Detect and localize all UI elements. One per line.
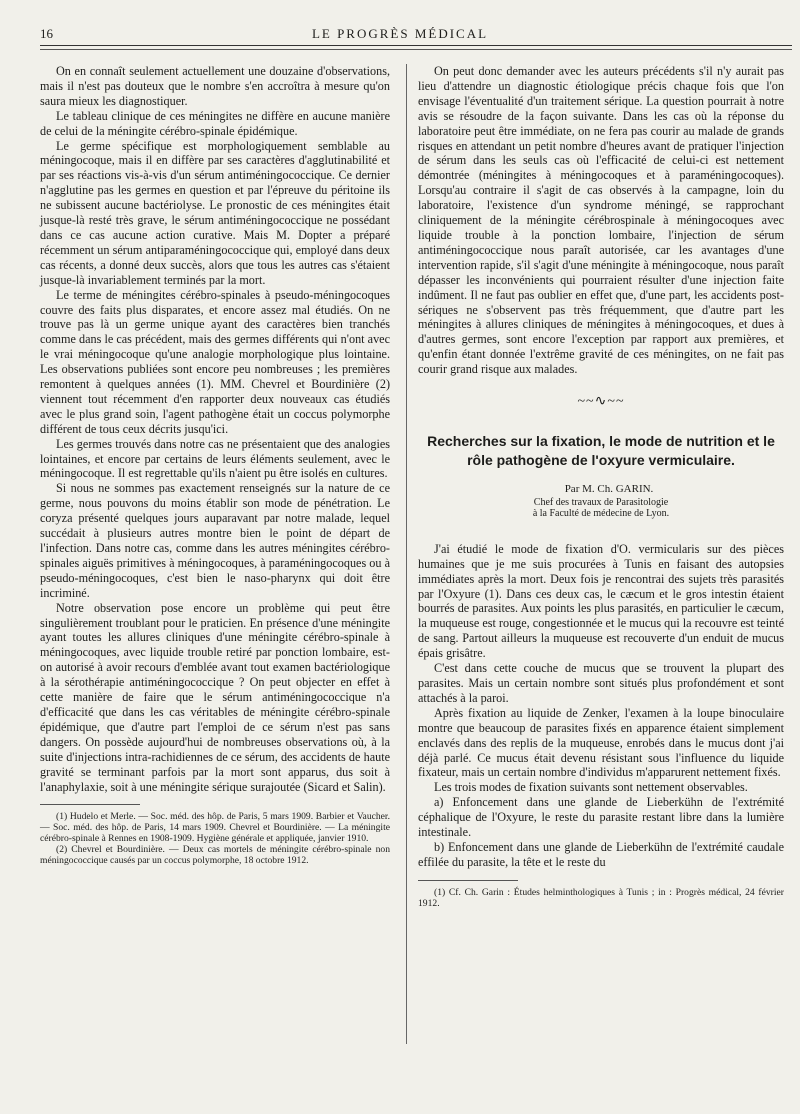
paragraph: a) Enfoncement dans une glande de Lieberkühn de l'extrémité céphalique de l'Oxyure, le reste du parasite restant libre dans la lumière intestinale. [418, 795, 784, 840]
paragraph: On peut donc demander avec les auteurs précédents s'il n'y aurait pas lieu d'attendre un diagnostic étiologique précis chaque fois que l'on envisage l'éventualité d'un traitement sérique. La question pourrait à notre avis se résoudre de la façon suivante. Dans les cas où la réponse du laboratoire peut être immédiate, on ne fera pas courir au malade de grands risques en attendant un petit nombre d'heures avant de pratiquer l'injection de sérum dans les seuls cas où l'efficacité de celui-ci est nettement démontrée (méningites à méningocoques et à paraméningocoques). Lorsqu'au contraire il s'agit de cas observés à la campagne, loin du laboratoire, l'existence d'un syndrome méningé, se rapprochant cliniquement de la méningite cérébrospinale à méningocoques avec liquide trouble à la ponction lombaire, l'injection de sérum antiméningococcique nous paraît autorisée, car les avantages d'une intervention rapide, s'il s'agit d'une méningite à méningocoque, nous paraît dépasser les inconvénients qui pourraient résulter d'une injection faite indûment. Il ne faut pas oublier en effet que, d'une part, les accidents post-sériques ne s'observent pas très fréquemment, que d'autre part les méningites à allures cliniques de méningites à méningocoques, et dues à d'autres germes, sont encore l'exception par rapport aux premières, et qu'enfin étant donnée l'extrême gravité de ces méningites, on ne fait pas courir grand risque aux malades. [418, 64, 784, 377]
paragraph: Si nous ne sommes pas exactement renseignés sur la nature de ce germe, nous pouvons du moins établir son mode de pénétration. Le coryza présenté quelques jours auparavant par notre malade, lequel succédait à plusieurs autres montre bien le point de départ de l'infection. Dans notre cas, comme dans les autres méningites cérébro-spinales aiguës primitives à méningocoques, à paraméningocoques ou à pseudo-méningocoques, c'est bien le naso-pharynx qui doit être incriminé. [40, 481, 390, 600]
header-rule-thin [40, 49, 792, 50]
paragraph: Notre observation pose encore un problème qui peut être singulièrement troublant pour le praticien. En présence d'une méningite ayant toutes les allures cliniques d'une méningite cérébro-spinale à méningocoques, avec liquide trouble retiré par ponction lombaire, est-on autorisé à avoir recours d'emblée avant tout examen bactériologique à la sérothérapie antiméningococcique ? On peut objecter en effet à cette manière de faire que le sérum antiméningococcique n'a d'efficacité que dans les cas véritables de méningite cérébro-spinale épidémique, que d'autre part l'emploi de ce sérum n'est pas sans dangers. On possède aujourd'hui de nombreuses observations où, à la suite d'injections intra-rachidiennes de ce sérum, des accidents de haute gravité se terminant parfois par la mort sont apparus, dus soit à l'anaphylaxie, soit à une méningite sérique surajoutée (Sicard et Salin). [40, 600, 390, 794]
left-column [40, 64, 390, 866]
footnote: (1) Hudelo et Merle. — Soc. méd. des hôp. de Paris, 5 mars 1909. Barbier et Vaucher. — Soc. méd. des hôp. de Paris, 14 mars 1909. Chevrel et Bourdinière. — La méningite cérébro-spinale à Rennes en 1908-1909. Hygiène générale et appliquée, janvier 1910. [40, 811, 390, 845]
journal-title: LE PROGRÈS MÉDICAL [311, 26, 489, 41]
paragraph: Après fixation au liquide de Zenker, l'examen à la loupe binoculaire montre que beaucoup de parasites fixés en apparence étaient simplement enclavés dans des replis de la muqueuse, enrobés dans le mucus dont j'ai déjà parlé. Ce mucus était devenu résistant sous l'influence du liquide fixateur, mais un certain nombre d'individus m'apparurent nettement fixés. [418, 705, 784, 780]
footnote: (1) Cf. Ch. Garin : Études helminthologiques à Tunis ; in : Progrès médical, 24 février 1912. [418, 886, 784, 909]
footnote-separator [418, 880, 518, 881]
paragraph: Le germe spécifique est morphologiquement semblable au méningocoque, mais il en diffère par ses caractères d'agglutinabilité et par ses réactions vis-à-vis d'un sérum antiméningococcique. Ce dernier n'agglutine pas les germes en question et par l'épreuve du péritoine ils ne subissent aucune bactériolyse. Le pronostic de ces méningites était jusque-là resté très grave, le sérum antiméningococcique ne possédant dans ce cas aucune action curative. Mais M. Dopter a préparé récemment un sérum antiparaméningococcique qui, employé dans deux cas récents, a donné deux succès, alors que tous les autres cas s'étaient jusque-là invariablement terminés par la mort. [40, 138, 390, 287]
paragraph: b) Enfoncement dans une glande de Lieberkühn de l'extrémité caudale effilée du parasite, la tête et le reste du [418, 839, 784, 869]
affiliation-line: à la Faculté de médecine de Lyon. [532, 508, 670, 520]
article-title: Recherches sur la fixation, le mode de nutrition et le rôle pathogène de l'oxyure vermiculaire. [427, 432, 775, 468]
paragraph: Le terme de méningites cérébro-spinales à pseudo-méningocoques couvre des faits plus disparates, et encore assez mal étudiés. On ne trouve pas là un germe unique ayant des caractères bien tranchés comme dans le cas précédent, mais des germes différents qui n'ont avec le vrai méningocoque qu'une analogie morphologique plus lointaine. Les observations publiées sont encore peu nombreuses ; les premières remontent à quelques années (1). MM. Chevrel et Bourdinière (2) viennent tout récemment d'en rapporter deux nouveaux cas étudiés avec le plus grand soin, l'agent pathogène était un coccus polymorphe différent de tous ceux décrits jusqu'ici. [40, 287, 390, 436]
paragraph: Les germes trouvés dans notre cas ne présentaient que des analogies lointaines, et encore par certains de leurs éléments seulement, avec le méningocoque. Il est regrettable qu'ils n'aient pu être isolés en cultures. [40, 436, 390, 481]
paragraph: J'ai étudié le mode de fixation d'O. vermicularis sur des pièces humaines que je me suis procurées à Tunis en faisant des autopsies immédiates après la mort. Deux fois je rencontrai des sujets très parasités par l'Oxyure (1). Dans ces deux cas, le cæcum et le gros intestin étaient bourrés de parasites. Aux points les plus parasités, en particulier le cæcum, la muqueuse est rouge, congestionnée et le mucus qui la recouvre est teinté de sang. Partout ailleurs la muqueuse est recouverte d'un enduit de mucus épais grisâtre. [418, 541, 784, 661]
article-author: Par M. Ch. GARIN. [564, 482, 654, 495]
right-column [418, 64, 784, 909]
footnote-separator [40, 804, 140, 805]
section-flourish: ~~∿~~ [577, 394, 625, 410]
footnote: (2) Chevrel et Bourdinière. — Deux cas mortels de méningite cérébro-spinale non méningococcique causés par un coccus polymorphe, 18 octobre 1912. [40, 844, 390, 867]
paragraph: On en connaît seulement actuellement une douzaine d'observations, mais il n'est pas douteux que le nombre s'en accroîtra à mesure qu'on saura mieux les diagnostiquer. [40, 64, 390, 108]
affiliation-line: Chef des travaux de Parasitologie [533, 496, 669, 508]
column-divider [406, 64, 407, 1044]
paragraph: Le tableau clinique de ces méningites ne diffère en aucune manière de celui de la méningite cérébro-spinale épidémique. [40, 108, 390, 138]
header-rule [40, 45, 792, 46]
paragraph: Les trois modes de fixation suivants sont nettement observables. [434, 780, 748, 795]
article-affiliation [418, 497, 784, 520]
paragraph: C'est dans cette couche de mucus que se trouvent la plupart des parasites. Mais un certain nombre sont situés plus profondément et sont attachés à la paroi. [418, 661, 784, 705]
page-number: 16 [40, 26, 53, 41]
